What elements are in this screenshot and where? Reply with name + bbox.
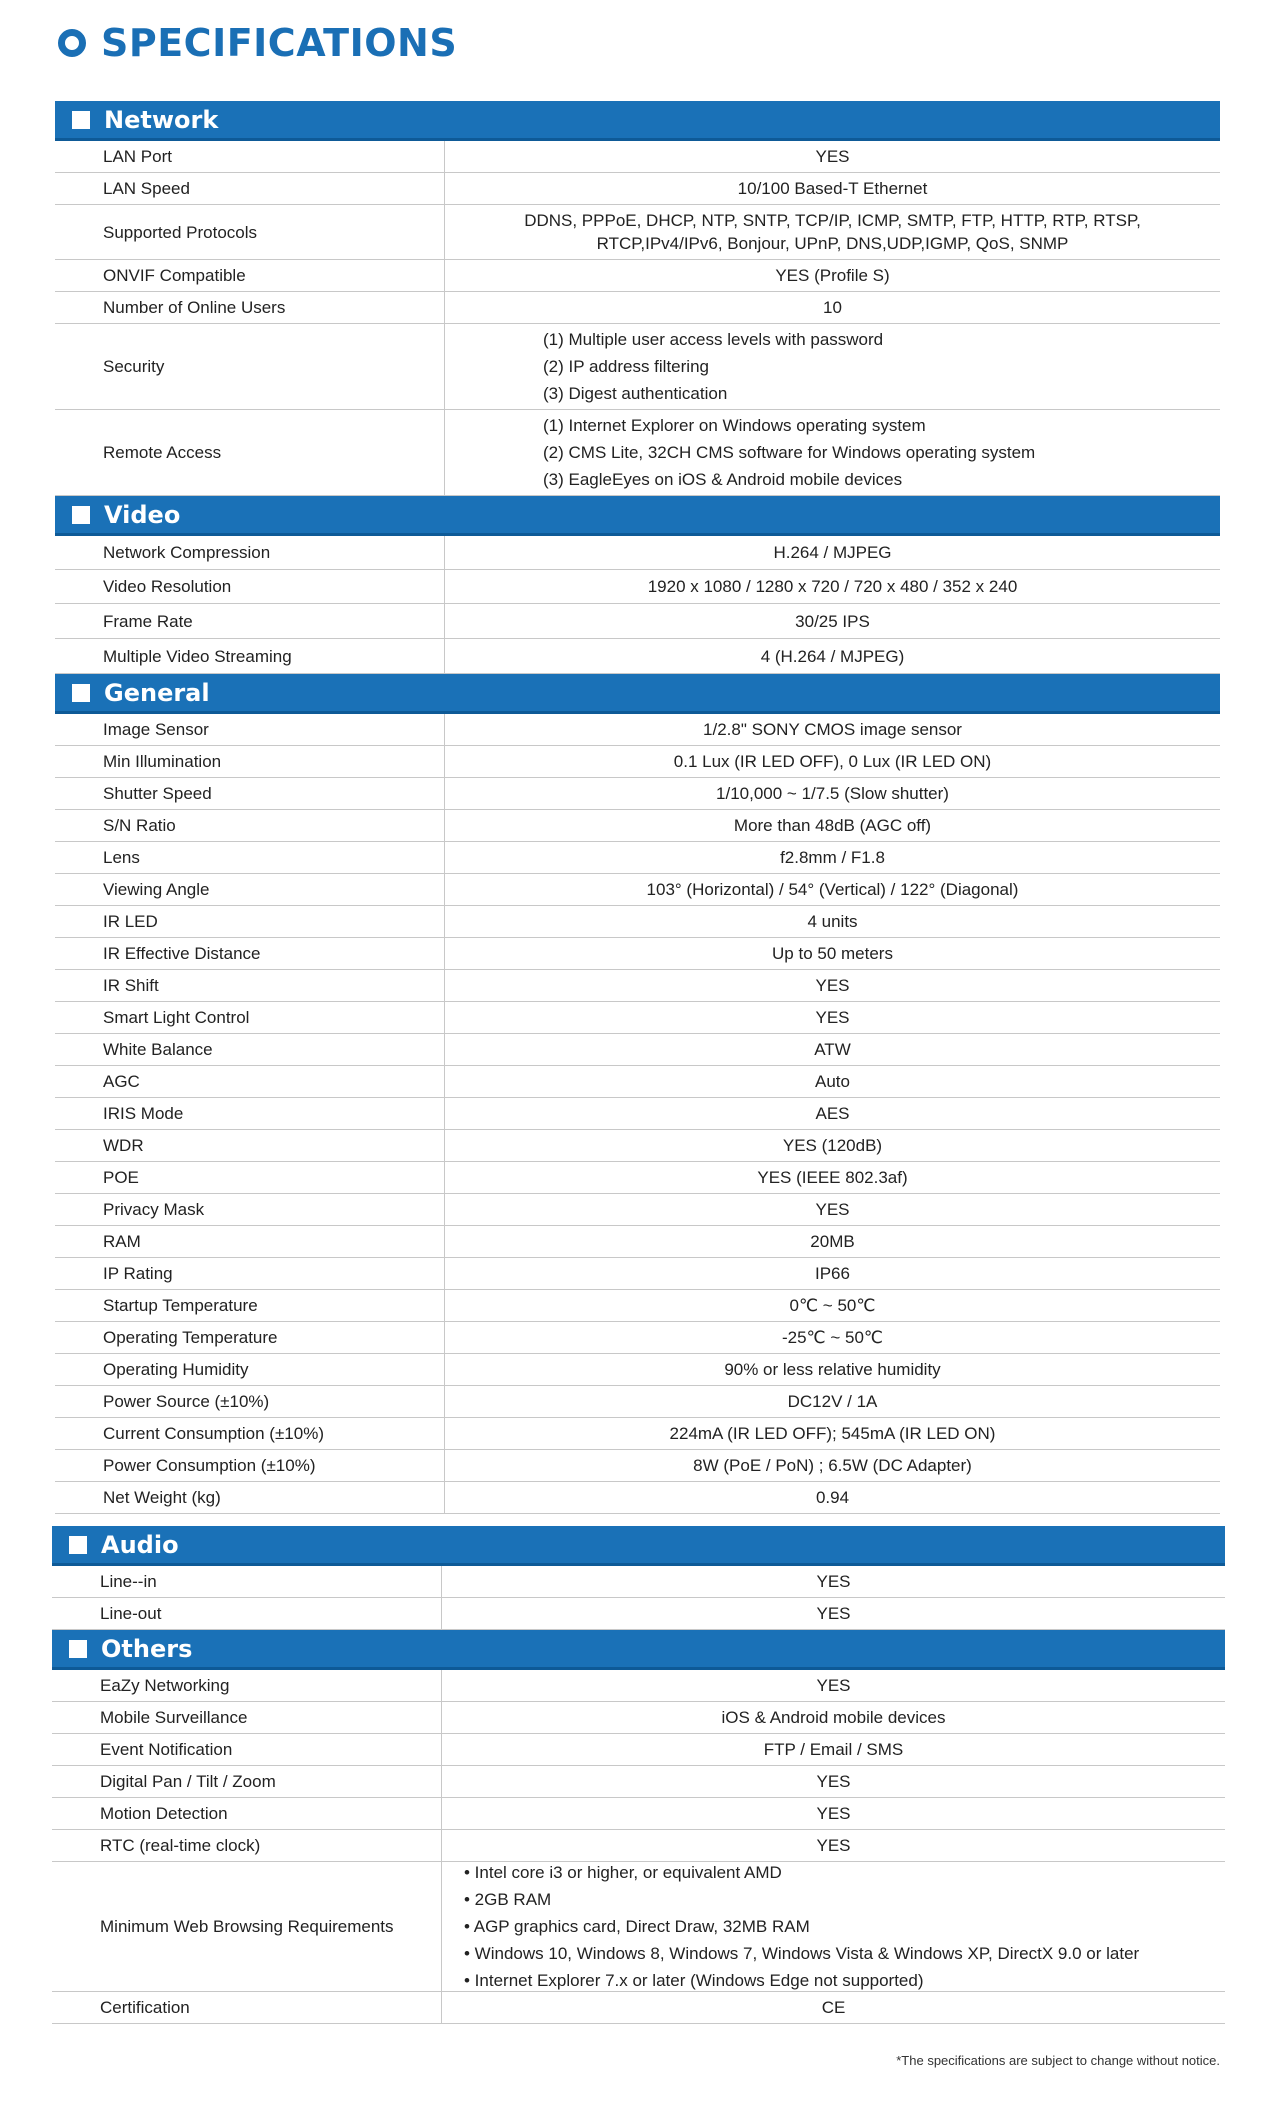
spec-row [55,1258,1220,1290]
spec-label: RTC (real-time clock) [52,1830,442,1861]
spec-row [55,410,1220,496]
spec-row [52,1798,1225,1830]
spec-row [55,1290,1220,1322]
spec-row [55,536,1220,570]
spec-row [55,970,1220,1002]
spec-row [55,938,1220,970]
footnote: *The specifications are subject to change without notice. [896,2053,1220,2068]
spec-value: 8W (PoE / PoN) ; 6.5W (DC Adapter) [693,1456,972,1475]
section-gap [55,1514,1220,1526]
spec-row [55,1034,1220,1066]
spec-label: Remote Access [55,410,445,495]
spec-value: 90% or less relative humidity [724,1360,941,1379]
spec-label: Image Sensor [55,714,445,745]
spec-row [55,324,1220,410]
spec-label: EaZy Networking [52,1670,442,1701]
spec-row [55,141,1220,173]
spec-label: Motion Detection [52,1798,442,1829]
spec-label: Minimum Web Browsing Requirements [52,1862,442,1991]
spec-label: Operating Temperature [55,1322,445,1353]
spec-label: Privacy Mask [55,1194,445,1225]
spec-value-list [442,1862,1225,1991]
spec-label: Security [55,324,445,409]
spec-label: LAN Speed [55,173,445,204]
spec-row [55,1226,1220,1258]
spec-row [52,1766,1225,1798]
spec-label: Digital Pan / Tilt / Zoom [52,1766,442,1797]
spec-label: ONVIF Compatible [55,260,445,291]
spec-row [55,292,1220,324]
spec-value: YES (Profile S) [775,266,890,285]
spec-label: Power Source (±10%) [55,1386,445,1417]
spec-row [55,842,1220,874]
spec-label: Lens [55,842,445,873]
spec-row [55,1130,1220,1162]
spec-row [55,1450,1220,1482]
section-title: Network [104,105,219,134]
spec-row [55,1354,1220,1386]
spec-label: Min Illumination [55,746,445,777]
list-item: • Intel core i3 or higher, or equivalent AMD [464,1863,782,1882]
spec-label: Power Consumption (±10%) [55,1450,445,1481]
spec-row [52,1670,1225,1702]
section-header-audio [52,1526,1225,1566]
spec-row [55,746,1220,778]
section-title: Audio [101,1530,179,1559]
spec-label: IRIS Mode [55,1098,445,1129]
spec-value: 20MB [810,1232,855,1251]
spec-value: -25℃ ~ 50℃ [781,1328,884,1347]
spec-label: Event Notification [52,1734,442,1765]
section-video [55,496,1220,674]
spec-row [55,1162,1220,1194]
square-bullet-icon [72,506,90,524]
spec-label: Number of Online Users [55,292,445,323]
spec-label: Current Consumption (±10%) [55,1418,445,1449]
spec-row [55,1194,1220,1226]
spec-value: 4 (H.264 / MJPEG) [760,646,905,666]
spec-row [55,604,1220,639]
spec-label: Net Weight (kg) [55,1482,445,1513]
spec-label: Line--in [52,1566,442,1597]
spec-row [55,1418,1220,1450]
spec-value: YES [816,1676,851,1695]
spec-value: YES (IEEE 802.3af) [757,1168,908,1187]
spec-value: 0.94 [815,1488,850,1507]
spec-label: LAN Port [55,141,445,172]
page-header [58,18,457,68]
spec-label: AGC [55,1066,445,1097]
section-header-network [55,101,1220,141]
spec-value: Auto [815,1072,850,1091]
spec-row [52,1598,1225,1630]
spec-value: AES [815,1104,850,1123]
spec-value: H.264 / MJPEG [773,543,892,562]
list-item: • Internet Explorer 7.x or later (Windows Edge not supported) [464,1971,924,1990]
spec-label: Mobile Surveillance [52,1702,442,1733]
section-header-video [55,496,1220,536]
section-audio [52,1526,1225,1630]
spec-label: Multiple Video Streaming [55,639,445,673]
section-header-others [52,1630,1225,1670]
list-item: (1) Multiple user access levels with password [543,330,884,349]
spec-value: YES [815,147,850,166]
section-network [55,101,1220,496]
spec-row [55,714,1220,746]
spec-label: White Balance [55,1034,445,1065]
spec-row [52,1830,1225,1862]
section-general [55,674,1220,1514]
spec-row [52,1566,1225,1598]
spec-value: ATW [814,1040,851,1059]
list-item: (2) IP address filtering [543,357,709,376]
spec-value: 4 units [807,912,858,931]
spec-label: IP Rating [55,1258,445,1289]
square-bullet-icon [72,684,90,702]
spec-label: Supported Protocols [55,205,445,259]
spec-row [52,1702,1225,1734]
spec-row [55,1098,1220,1130]
spec-value: DC12V / 1A [787,1392,878,1411]
list-item: • AGP graphics card, Direct Draw, 32MB RAM [464,1917,810,1936]
spec-value: 103° (Horizontal) / 54° (Vertical) / 122° (Diagonal) [646,880,1019,899]
spec-value: Up to 50 meters [772,944,893,963]
spec-value: FTP / Email / SMS [763,1740,904,1759]
list-item: (2) CMS Lite, 32CH CMS software for Windows operating system [543,443,1036,462]
spec-label: Network Compression [55,536,445,569]
spec-value: 1/2.8" SONY CMOS image sensor [703,720,962,739]
spec-value: CE [821,1998,846,2017]
spec-value: 10 [823,298,842,317]
spec-value: iOS & Android mobile devices [721,1708,946,1727]
spec-row [55,639,1220,674]
list-item: (1) Internet Explorer on Windows operating system [543,416,926,435]
spec-value: YES [816,1604,851,1623]
list-item: • Windows 10, Windows 8, Windows 7, Windows Vista & Windows XP, DirectX 9.0 or later [464,1944,1140,1963]
spec-row [52,1734,1225,1766]
page-title: SPECIFICATIONS [101,21,458,65]
spec-label: IR LED [55,906,445,937]
spec-value-list [445,324,1220,409]
list-item: (3) EagleEyes on iOS & Android mobile devices [543,470,903,489]
spec-row [55,810,1220,842]
spec-value-list [445,410,1220,495]
spec-label: IR Shift [55,970,445,1001]
section-header-general [55,674,1220,714]
spec-label: Video Resolution [55,570,445,603]
spec-value: f2.8mm / F1.8 [780,848,885,867]
spec-value: YES (120dB) [782,1136,883,1155]
spec-value: IP66 [815,1264,850,1283]
spec-row [55,173,1220,205]
spec-row [55,906,1220,938]
spec-label: S/N Ratio [55,810,445,841]
spec-value: More than 48dB (AGC off) [733,816,932,835]
section-others [52,1630,1225,2024]
list-item: • 2GB RAM [464,1890,552,1909]
spec-row [55,205,1220,260]
spec-row [52,1992,1225,2024]
spec-row [55,1482,1220,1514]
spec-value: 1920 x 1080 / 1280 x 720 / 720 x 480 / 352 x 240 [647,577,1018,596]
spec-row [55,260,1220,292]
spec-value: 1/10,000 ~ 1/7.5 (Slow shutter) [716,784,949,803]
spec-value: YES [816,1572,851,1591]
spec-label: Certification [52,1992,442,2023]
spec-table [55,101,1220,2024]
spec-row [55,1322,1220,1354]
spec-value: YES [815,976,850,995]
section-title: Others [101,1634,193,1663]
spec-row [55,1066,1220,1098]
spec-value: 30/25 IPS [795,611,870,631]
spec-label: POE [55,1162,445,1193]
spec-label: Viewing Angle [55,874,445,905]
section-title: Video [104,500,181,529]
spec-row [52,1862,1225,1992]
square-bullet-icon [72,111,90,129]
spec-value: YES [816,1772,851,1791]
spec-value: YES [816,1836,851,1855]
spec-row [55,874,1220,906]
spec-label: Startup Temperature [55,1290,445,1321]
spec-value: YES [815,1008,850,1027]
spec-label: WDR [55,1130,445,1161]
spec-row [55,1002,1220,1034]
spec-value: 224mA (IR LED OFF); 545mA (IR LED ON) [669,1424,996,1443]
spec-value: 10/100 Based-T Ethernet [737,179,928,198]
spec-label: RAM [55,1226,445,1257]
section-title: General [104,678,210,707]
spec-label: Shutter Speed [55,778,445,809]
spec-row [55,1386,1220,1418]
spec-value: 0℃ ~ 50℃ [789,1296,876,1315]
spec-value: DDNS, PPPoE, DHCP, NTP, SNTP, TCP/IP, ICMP, SMTP, FTP, HTTP, RTP, RTSP, RTCP,IPv4/IPv6, Bonjour, UPnP, DNS,UDP,IGMP, QoS, SNMP [524,211,1141,253]
list-item: (3) Digest authentication [543,384,728,403]
spec-label: Line-out [52,1598,442,1629]
spec-label: Operating Humidity [55,1354,445,1385]
square-bullet-icon [69,1640,87,1658]
spec-label: IR Effective Distance [55,938,445,969]
spec-row [55,778,1220,810]
square-bullet-icon [69,1536,87,1554]
spec-label: Smart Light Control [55,1002,445,1033]
spec-value: YES [815,1200,850,1219]
spec-label: Frame Rate [55,604,445,638]
spec-row [55,570,1220,604]
spec-value: YES [816,1804,851,1823]
circle-bullet-icon [58,29,86,57]
spec-value: 0.1 Lux (IR LED OFF), 0 Lux (IR LED ON) [673,752,992,771]
